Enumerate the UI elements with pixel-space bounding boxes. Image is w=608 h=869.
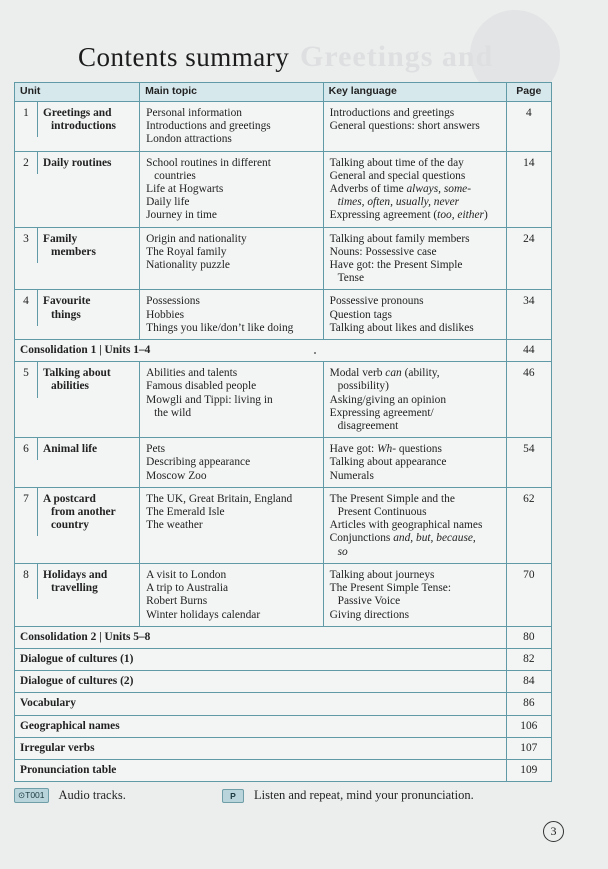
unit-row bbox=[15, 290, 552, 340]
language-line: Have got: Wh- questions bbox=[329, 443, 442, 456]
main-topic-cell bbox=[140, 438, 324, 488]
topic-line: London attractions bbox=[146, 133, 232, 146]
key-language-cell bbox=[323, 290, 506, 340]
language-line: Passive Voice bbox=[337, 595, 401, 608]
language-line: possibility) bbox=[337, 380, 389, 393]
main-topic-cell bbox=[140, 290, 324, 340]
unit-number: 6 bbox=[15, 438, 38, 460]
language-line: Tense bbox=[337, 272, 365, 285]
table-header-row bbox=[15, 83, 552, 102]
legend-pronunciation bbox=[222, 788, 474, 803]
page-ref: 80 bbox=[506, 626, 551, 648]
main-topic-cell bbox=[140, 487, 324, 563]
topic-line: Introductions and greetings bbox=[146, 120, 271, 133]
language-line: Possessive pronouns bbox=[329, 295, 424, 308]
topic-line: School routines in different bbox=[146, 156, 271, 169]
unit-cell bbox=[15, 102, 140, 152]
topic-line: Famous disabled people bbox=[146, 380, 257, 393]
unit-inner bbox=[15, 228, 139, 263]
language-line: Talking about family members bbox=[329, 232, 470, 245]
language-line: Modal verb can (ability, bbox=[329, 367, 440, 380]
topic-line: Nationality puzzle bbox=[146, 259, 230, 272]
unit-title-line: Animal life bbox=[43, 443, 98, 456]
topic-line: Moscow Zoo bbox=[146, 469, 207, 482]
topic-line: Life at Hogwarts bbox=[146, 183, 224, 196]
summary-label: Pronunciation table bbox=[15, 759, 507, 781]
page-ref: 70 bbox=[506, 563, 551, 626]
key-language-cell bbox=[323, 362, 506, 438]
summary-label: Vocabulary bbox=[15, 693, 507, 715]
page-ref: 4 bbox=[506, 102, 551, 152]
unit-title bbox=[38, 362, 139, 397]
header-page: Page bbox=[506, 83, 551, 102]
language-line: disagreement bbox=[337, 420, 399, 433]
language-line: Numerals bbox=[329, 469, 374, 482]
topic-line: Personal information bbox=[146, 107, 242, 119]
unit-title-line: introductions bbox=[51, 120, 116, 133]
unit-title-line: Holidays and bbox=[43, 568, 108, 581]
unit-cell bbox=[15, 290, 140, 340]
summary-label: Dialogue of cultures (2) bbox=[15, 671, 507, 693]
unit-title-line: country bbox=[51, 519, 89, 532]
topic-line: Daily life bbox=[146, 196, 190, 209]
page-ref: 107 bbox=[506, 737, 551, 759]
unit-row bbox=[15, 362, 552, 438]
legend-pronunciation-text: Listen and repeat, mind your pronunciation. bbox=[254, 788, 474, 802]
unit-cell bbox=[15, 151, 140, 227]
topic-line: Mowgli and Tippi: living in bbox=[146, 393, 273, 406]
language-line: Talking about journeys bbox=[329, 568, 435, 581]
unit-number: 3 bbox=[15, 228, 38, 263]
key-language-cell bbox=[323, 487, 506, 563]
unit-number: 5 bbox=[15, 362, 38, 397]
summary-row bbox=[15, 671, 552, 693]
main-topic-cell bbox=[140, 227, 324, 290]
language-line: Introductions and greetings bbox=[329, 107, 455, 119]
unit-row bbox=[15, 102, 552, 152]
page-ref: 106 bbox=[506, 715, 551, 737]
audio-track-icon: ⊙T001 bbox=[14, 788, 49, 803]
topic-line: A visit to London bbox=[146, 568, 227, 581]
unit-title bbox=[38, 152, 139, 174]
unit-title-line: Talking about bbox=[43, 367, 111, 380]
topic-line: Hobbies bbox=[146, 308, 185, 321]
unit-title bbox=[38, 228, 139, 263]
unit-number: 2 bbox=[15, 152, 38, 174]
language-line: Expressing agreement/ bbox=[329, 406, 434, 419]
topic-line: Winter holidays calendar bbox=[146, 608, 261, 621]
header-unit: Unit bbox=[15, 83, 140, 102]
unit-title-line: things bbox=[51, 308, 81, 321]
unit-inner bbox=[15, 152, 139, 174]
main-topic-cell bbox=[140, 362, 324, 438]
unit-inner bbox=[15, 564, 139, 599]
language-line: Talking about likes and dislikes bbox=[329, 321, 474, 334]
page-ref: 24 bbox=[506, 227, 551, 290]
topic-line: A trip to Australia bbox=[146, 582, 229, 595]
main-topic-cell bbox=[140, 563, 324, 626]
unit-title-line: from another bbox=[51, 506, 116, 519]
main-topic-cell bbox=[140, 102, 324, 152]
unit-title-line: Daily routines bbox=[43, 156, 112, 169]
unit-title-line: Favourite bbox=[43, 295, 91, 308]
topic-line: Robert Burns bbox=[146, 595, 208, 608]
unit-row bbox=[15, 487, 552, 563]
language-line: Question tags bbox=[329, 308, 392, 321]
topic-line: The UK, Great Britain, England bbox=[146, 492, 293, 505]
unit-row bbox=[15, 563, 552, 626]
summary-label: Consolidation 2 | Units 5–8 bbox=[15, 626, 507, 648]
language-line: Conjunctions and, but, because, bbox=[329, 532, 476, 545]
page-ref: 34 bbox=[506, 290, 551, 340]
unit-title-line: Greetings and bbox=[43, 107, 112, 119]
language-line: General and special questions bbox=[329, 169, 466, 182]
summary-label: Geographical names bbox=[15, 715, 507, 737]
page-ref: 44 bbox=[506, 340, 551, 362]
language-line: Have got: the Present Simple bbox=[329, 259, 463, 272]
summary-label: Irregular verbs bbox=[15, 737, 507, 759]
language-line: Asking/giving an opinion bbox=[329, 393, 447, 406]
language-line: so bbox=[337, 545, 348, 558]
language-line: Present Continuous bbox=[337, 506, 427, 519]
key-language-cell bbox=[323, 438, 506, 488]
main-topic-cell bbox=[140, 151, 324, 227]
language-line: Adverbs of time always, some- bbox=[329, 183, 472, 196]
unit-cell bbox=[15, 362, 140, 438]
page-number: 3 bbox=[543, 821, 564, 842]
topic-line: The Royal family bbox=[146, 245, 227, 258]
unit-inner bbox=[15, 290, 139, 325]
unit-title-line: A postcard bbox=[43, 492, 96, 505]
legend-audio bbox=[14, 788, 126, 803]
unit-number: 8 bbox=[15, 564, 38, 599]
language-line: Giving directions bbox=[329, 608, 410, 621]
language-line: Talking about time of the day bbox=[329, 156, 464, 169]
unit-title-line: members bbox=[51, 245, 96, 258]
print-mark bbox=[314, 352, 316, 354]
page-ref: 84 bbox=[506, 671, 551, 693]
key-language-cell bbox=[323, 563, 506, 626]
language-line: General questions: short answers bbox=[329, 120, 480, 133]
unit-cell bbox=[15, 438, 140, 488]
page-ref: 46 bbox=[506, 362, 551, 438]
unit-cell bbox=[15, 227, 140, 290]
unit-row bbox=[15, 151, 552, 227]
page-ref: 62 bbox=[506, 487, 551, 563]
unit-title bbox=[38, 488, 139, 537]
topic-line: the wild bbox=[154, 406, 192, 419]
header-key-language: Key language bbox=[323, 83, 506, 102]
page-ref: 82 bbox=[506, 648, 551, 670]
unit-title-line: abilities bbox=[51, 380, 89, 393]
unit-title-line: Family bbox=[43, 232, 78, 245]
topic-line: Describing appearance bbox=[146, 456, 251, 469]
topic-line: Origin and nationality bbox=[146, 232, 247, 245]
contents-table bbox=[14, 82, 552, 782]
summary-row bbox=[15, 693, 552, 715]
summary-row bbox=[15, 340, 552, 362]
unit-inner bbox=[15, 488, 139, 537]
legend-audio-text: Audio tracks. bbox=[58, 788, 126, 802]
topic-line: Things you like/don’t like doing bbox=[146, 321, 294, 334]
pronunciation-icon: P bbox=[222, 789, 244, 803]
unit-number: 1 bbox=[15, 102, 38, 137]
background-watermark-text: Greetings and bbox=[300, 40, 494, 73]
unit-row bbox=[15, 438, 552, 488]
language-line: Talking about appearance bbox=[329, 456, 447, 469]
summary-row bbox=[15, 648, 552, 670]
page-ref: 109 bbox=[506, 759, 551, 781]
language-line: Expressing agreement (too, either) bbox=[329, 209, 488, 222]
key-language-cell bbox=[323, 151, 506, 227]
language-line: The Present Simple Tense: bbox=[329, 582, 452, 595]
key-language-cell bbox=[323, 102, 506, 152]
topic-line: Abilities and talents bbox=[146, 367, 238, 380]
summary-row bbox=[15, 626, 552, 648]
unit-title bbox=[38, 564, 139, 599]
unit-title bbox=[38, 438, 139, 460]
unit-inner bbox=[15, 102, 139, 137]
summary-row bbox=[15, 759, 552, 781]
header-main-topic: Main topic bbox=[140, 83, 324, 102]
unit-inner bbox=[15, 362, 139, 397]
topic-line: Journey in time bbox=[146, 209, 217, 222]
summary-row bbox=[15, 715, 552, 737]
topic-line: The Emerald Isle bbox=[146, 506, 225, 519]
page-ref: 14 bbox=[506, 151, 551, 227]
unit-inner bbox=[15, 438, 139, 460]
contents-body bbox=[15, 102, 552, 782]
summary-label: Consolidation 1 | Units 1–4 bbox=[15, 340, 507, 362]
topic-line: Pets bbox=[146, 443, 166, 456]
unit-title bbox=[38, 290, 139, 325]
language-line: Articles with geographical names bbox=[329, 519, 483, 532]
language-line: Nouns: Possessive case bbox=[329, 245, 437, 258]
unit-title bbox=[38, 102, 139, 137]
language-line: The Present Simple and the bbox=[329, 492, 455, 505]
summary-row bbox=[15, 737, 552, 759]
page-ref: 54 bbox=[506, 438, 551, 488]
language-line: times, often, usually, never bbox=[337, 196, 460, 209]
key-language-cell bbox=[323, 227, 506, 290]
summary-label: Dialogue of cultures (1) bbox=[15, 648, 507, 670]
page-title: Contents summary bbox=[78, 42, 290, 72]
page-ref: 86 bbox=[506, 693, 551, 715]
unit-number: 7 bbox=[15, 488, 38, 537]
unit-row bbox=[15, 227, 552, 290]
unit-cell bbox=[15, 487, 140, 563]
unit-number: 4 bbox=[15, 290, 38, 325]
topic-line: Possessions bbox=[146, 295, 200, 308]
topic-line: The weather bbox=[146, 519, 203, 532]
topic-line: countries bbox=[154, 169, 196, 182]
unit-cell bbox=[15, 563, 140, 626]
unit-title-line: travelling bbox=[51, 582, 98, 595]
